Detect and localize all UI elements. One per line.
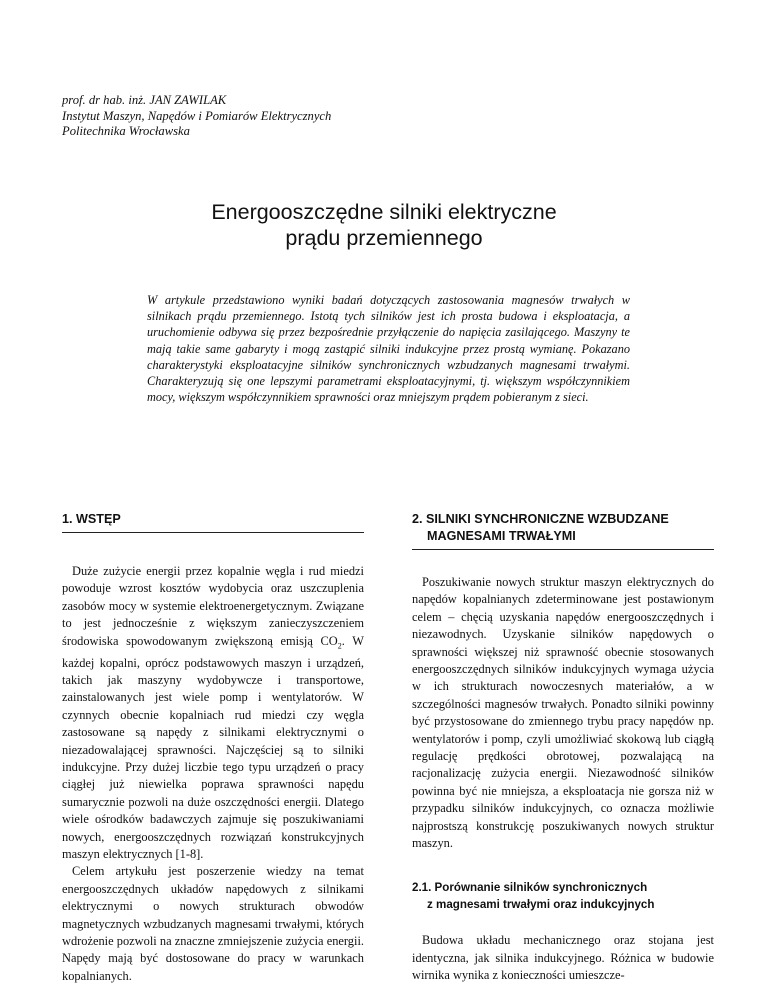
section-2-rule [412, 549, 714, 550]
author-university: Politechnika Wrocławska [62, 124, 190, 138]
section-1-heading: 1. WSTĘP [62, 512, 121, 526]
subsection-2-1-heading [412, 879, 714, 914]
subsection-heading-line-2: z magnesami trwałymi oraz indukcyjnych [427, 897, 655, 911]
section-1-paragraph-2: Celem artykułu jest poszerzenie wiedzy na temat energooszczędnych układów napędowych z silnikami elektrycznymi o nowych strukturach obwodów magnetycznych wzbudzanych magnesami trwałymi, których wdrożenie pozwoli na znaczne zmniejszenie zużycia energii. Napędy mają być dostosowane do pracy w warunkach kopalnianych. [62, 864, 364, 983]
section-2-heading-line-2: MAGNESAMI TRWAŁYMI [427, 529, 576, 543]
subsection-heading-line-1: 2.1. Porównanie silników synchronicznych [412, 880, 648, 894]
title-line-2: prądu przemiennego [285, 226, 483, 250]
section-1-rule [62, 532, 364, 533]
author-block [62, 93, 331, 140]
article-title [0, 199, 768, 251]
subsection-2-1-paragraph: Budowa układu mechanicznego oraz stojana jest identyczna, jak silnika indukcyjnego. Różnica w budowie wirnika wynika z konieczności umieszcze- [412, 933, 714, 982]
section-2-paragraph-1: Poszukiwanie nowych struktur maszyn elektrycznych do napędów kopalnianych zdeterminowane jest postawionym celem – chęcią uzyskania napędów energooszczędnych i niezawodnych. Uzyskanie silników napędowych o sprawności większej niż sprawność obecnie stosowanych energooszczędnych silników indukcyjnych wymaga użycia w ich strukturach nowoczesnych materiałów, a w szczególności magnesów trwałych. Ponadto silniki powinny być przystosowane do zmiennego trybu pracy napędów np. wentylatorów i pomp, czyli umożliwiać skokową lub ciągłą regulację prędkości obrotowej, pozwalającą na racjonalizację zużycia energii. Niezawodność silników powinna być nie mniejsza, a eksploatacja nie gorsza niż w przypadku silników indukcyjnych, co oznacza możliwie najprostszą konstrukcję poszukiwanych nowych struktur maszyn. [412, 575, 714, 851]
p1-text-b: . W każdej kopalni, oprócz podstawowych maszyn i urządzeń, takich jak maszyny wydobywcze i transportowe, zainstalowanych jest wiele pomp i wentylatorów. W czynnych obecnie kopalniach rud miedzi czy węgla zastosowane są napędy z silnikami elektrycznymi o niezadowalającej sprawności. Najczęściej są to silniki indukcyjne. Przy dużej liczbie tego typu urządzeń o pracy ciągłej już niewielka poprawa sprawności napędu sumarycznie pozwoli na duże oszczędności energii. Dlatego wiele ośrodków badawczych zajmuje się poszukiwaniami nowych, energooszczędnych rozwiązań konstrukcyjnych maszyn elektrycznych [1-8]. [62, 633, 364, 861]
left-column [62, 511, 364, 985]
author-institute: Instytut Maszyn, Napędów i Pomiarów Elektrycznych [62, 108, 332, 123]
p1-text-a: Duże zużycie energii przez kopalnie węgla i rud miedzi powoduje wzrost kosztów wydobycia oraz uszczuplenia zasobów mocy w systemie elektroenergetycznym. Związane to jest jednocześnie z większym zanieczyszczeniem środowiska spowodowanym zwiększoną emisją CO [62, 564, 364, 648]
section-2-heading-line-1: 2. SILNIKI SYNCHRONICZNE WZBUDZANE [412, 512, 669, 526]
title-line-1: Energooszczędne silniki elektryczne [211, 200, 557, 224]
author-name: prof. dr hab. inż. JAN ZAWILAK [62, 93, 227, 107]
section-1-paragraph-1 [62, 563, 364, 863]
section-1-body [62, 563, 364, 985]
section-2-heading [412, 511, 714, 545]
co2-subscript: 2 [337, 641, 342, 651]
section-2-body [412, 574, 714, 853]
abstract: W artykule przedstawiono wyniki badań dotyczących zastosowania magnesów trwałych w silnikach prądu przemiennego. Istotą tych silników jest ich prosta budowa i eksploatacja, a uruchomienie odbywa się przez bezpośrednie przyłączenie do napięcia zasilającego. Maszyny te mają takie same gabaryty i mogą zastąpić silniki indukcyjne przez prostą wymianę. Pokazano charakterystyki eksploatacyjne silników synchronicznych wzbudzanych magnesami trwałymi. Charakteryzują się one lepszymi parametrami eksploatacyjnymi, tj. większym współczynnikiem mocy, większym współczynnikiem sprawności oraz mniejszym prądem pobieranym z sieci. [147, 293, 630, 405]
subsection-2-1-body [412, 932, 714, 984]
right-column [412, 511, 714, 984]
